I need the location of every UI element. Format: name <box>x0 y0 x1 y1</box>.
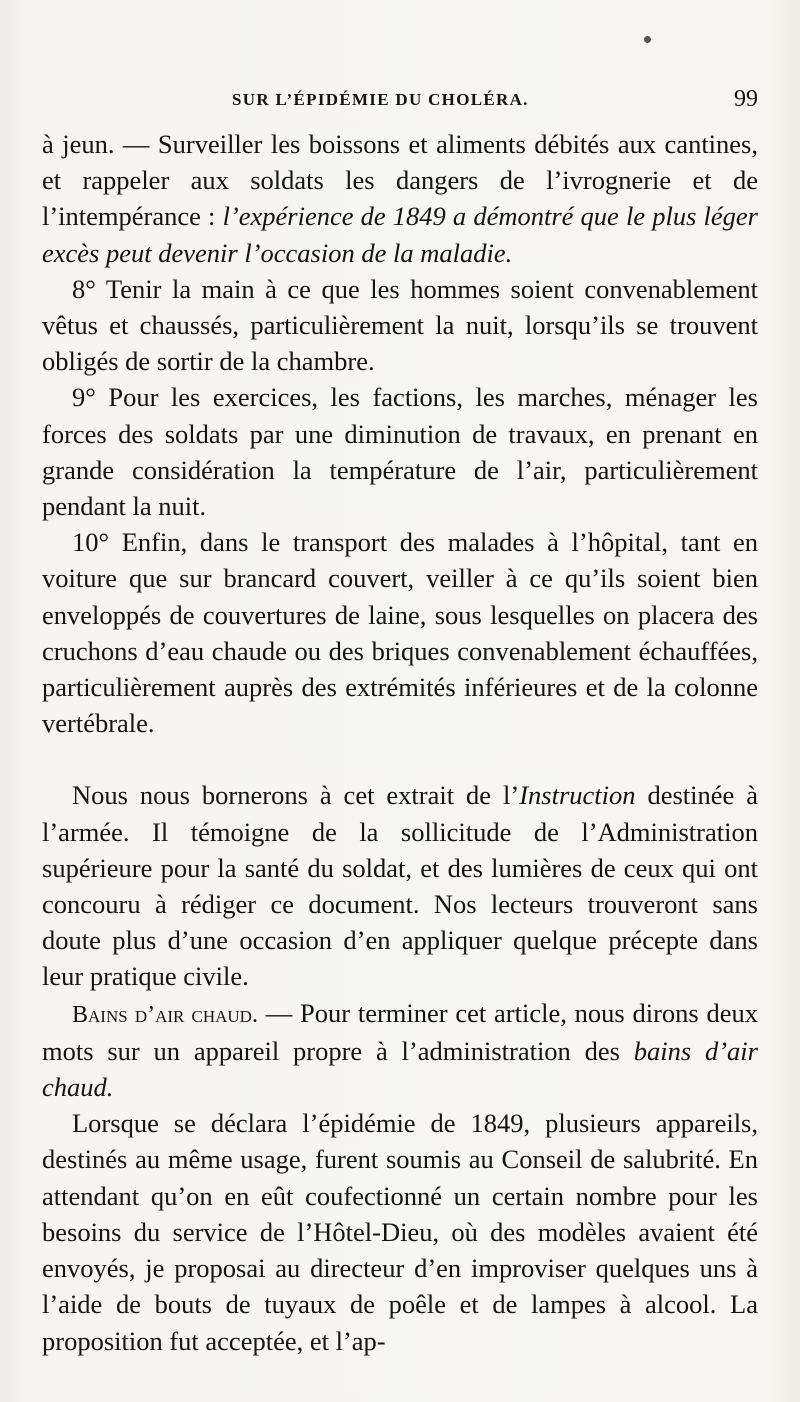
ink-speck <box>644 36 651 43</box>
body-text <box>42 126 758 1359</box>
paragraph-5-text-b: destinée à l’armée. Il témoigne de la sollicitude de l’Administration supérieure pour la santé du soldat, et des lumières de ceux qui ont concouru à rédiger ce document. Nos lecteurs trouveront sans doute plus d’une occasion d’en appliquer quelque précepte dans leur pratique civile. <box>42 780 758 992</box>
paragraph-1-text: à jeun. — Surveiller les boissons et aliments débités aux cantines, et rappeler aux soldats les dangers de l’ivrognerie et de l’intempérance : <box>42 129 758 232</box>
running-title: SUR L’ÉPIDÉMIE DU CHOLÉRA. <box>232 90 529 109</box>
page-number: 99 <box>734 86 758 112</box>
paragraph-4: 10° Enfin, dans le transport des malades à l’hôpital, tant en voiture que sur brancard couvert, veiller à ce qu’ils soient bien enveloppés de couvertures de laine, sous lesquelles on placera des cruchons d’eau chaude ou des briques convenablement échauffées, particulièrement auprès des extrémités inférieures et de la colonne vertébrale. <box>42 527 758 739</box>
paragraph-6-italic: bains d’air chaud. <box>42 1035 758 1103</box>
paragraph-6-text: — Pour terminer cet article, nous dirons deux mots sur un appareil propre à l’administration des <box>42 997 759 1066</box>
paragraph-3: 9° Pour les exercices, les factions, les marches, ménager les forces des soldats par une diminution de travaux, en prenant en grande considération la température de l’air, particulièrement pendant la nuit. <box>42 382 758 522</box>
section-heading: Bains d’air chaud. <box>72 1001 258 1028</box>
paragraph-5-text-a: Nous nous bornerons à cet extrait de l’ <box>72 780 520 811</box>
page-header <box>42 88 760 122</box>
paragraph-gap <box>42 741 758 777</box>
paragraph-6 <box>42 995 758 1106</box>
paragraph-5 <box>42 777 758 994</box>
paragraph-2: 8° Tenir la main à ce que les hommes soient convenablement vêtus et chaussés, particulièrement la nuit, lorsqu’ils se trouvent obligés de sortir de la chambre. <box>42 273 758 377</box>
paragraph-1 <box>42 126 758 271</box>
paragraph-1-italic: l’expérience de 1849 a démontré que le plus léger excès peut devenir l’occasion de la maladie. <box>42 201 758 268</box>
paragraph-7: Lorsque se déclara l’épidémie de 1849, plusieurs appareils, destinés au même usage, furent soumis au Conseil de salubrité. En attendant qu’on en eût coufectionné un certain nombre pour les besoins du service de l’Hôtel-Dieu, où des modèles avaient été envoyés, je proposai au directeur d’en improviser quelques uns à l’aide de bouts de tuyaux de poêle et de lampes à alcool. La proposition fut acceptée, et l’ap- <box>42 1108 758 1356</box>
paragraph-5-italic: Instruction <box>519 780 636 811</box>
